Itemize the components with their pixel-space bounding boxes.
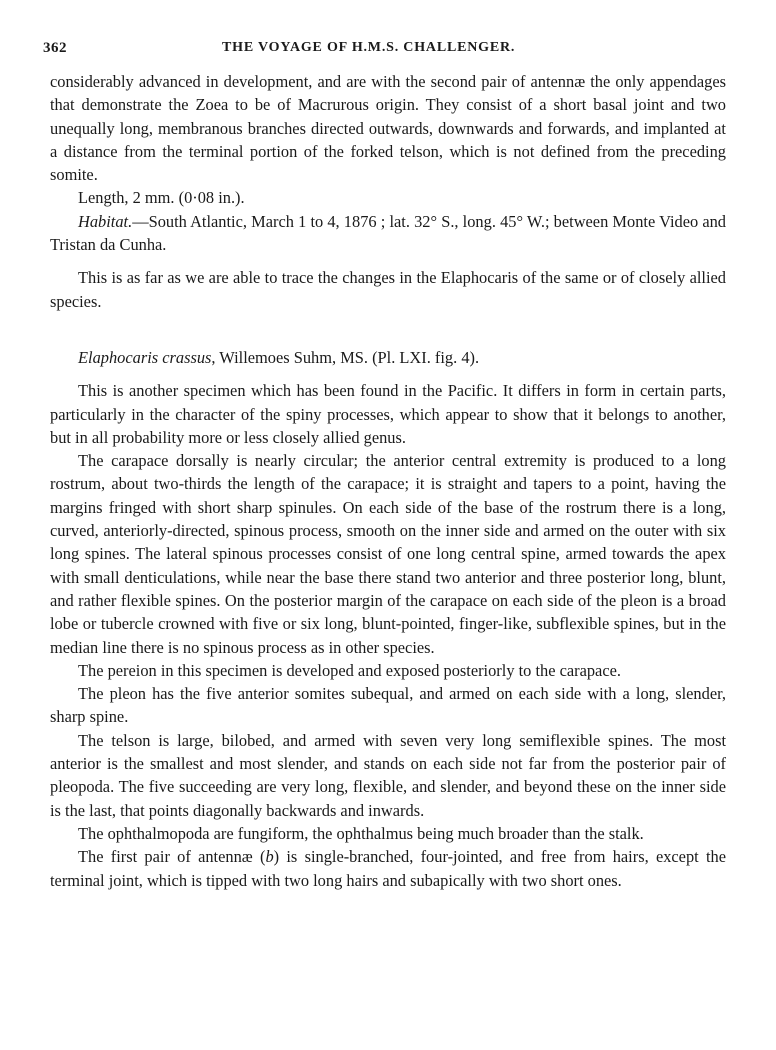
paragraph-pleon: The pleon has the five anterior somites subequal, and armed on each side with a long, slender, sharp spine. (50, 684, 726, 727)
antennae-text-end: ) is single-branched, four-jointed, and free from hairs, except the terminal joint, which is tipped with two long hairs and subapically with two short ones. (50, 847, 727, 890)
species-heading (50, 346, 726, 369)
paragraph-telson: The telson is large, bilobed, and armed with seven very long semiflexible spines. The most anterior is the smallest and most slender, and stands on each side not far from the posterior pair of pleopoda. The five succeeding are very long, flexible, and slender, and beyond these on the inner side is the last, that points diagonally backwards and inwards. (50, 730, 726, 820)
paragraph-pereion: The pereion in this specimen is developed and exposed posteriorly to the carapace. (78, 660, 621, 680)
figure-letter: b (265, 847, 274, 867)
paragraph-ophthalmopoda: The ophthalmopoda are fungiform, the ophthalmus being much broader than the stalk. (78, 823, 644, 843)
paragraph-trace: This is as far as we are able to trace the changes in the Elaphocaris of the same or of closely allied species. (50, 268, 726, 311)
paragraph-carapace: The carapace dorsally is nearly circular; the anterior central extremity is produced to a long rostrum, about two-thirds the length of the carapace; it is straight and tapers to a point, having the margins fringed with short sharp spinules. On each side of the base of the rostrum there is a long, curved, anteriorly-directed, spinous process, smooth on the inner side and armed on the outer with six long spines. The lateral spinous processes consist of one long central spine, armed towards the apex with small denticulations, while near the base there stand two anterior and three posterior long, blunt, and rather flexible spines. On the posterior margin of the carapace on each side of the pleon is a broad lobe or tubercle crowned with five or six long, blunt-pointed, finger-like, subflexible spines, but in the median line there is no spinous process as in other species. (50, 451, 726, 657)
paragraph-habitat (50, 210, 726, 257)
species-authority: , Willemoes Suhm, MS. (Pl. LXI. fig. 4). (211, 347, 480, 367)
species-name: Elaphocaris crassus (78, 347, 212, 367)
habitat-text: —South Atlantic, March 1 to 4, 1876 ; lat. 32° S., long. 45° W.; between Monte Video and Tristan da Cunha. (50, 211, 726, 255)
habitat-label: Habitat. (78, 211, 133, 231)
spacer (50, 256, 726, 266)
antennae-text-start: The first pair of antennæ ( (78, 847, 266, 867)
running-head (43, 40, 726, 70)
spacer (50, 369, 726, 379)
document-page (43, 40, 727, 892)
paragraph-length: Length, 2 mm. (0·08 in.). (78, 188, 245, 208)
paragraph-antennae (50, 845, 726, 892)
paragraph-specimen: This is another specimen which has been found in the Pacific. It differs in form in certain parts, particularly in the character of the spiny processes, which appear to show that it belongs to another, but in all probability more or less closely allied genus. (50, 381, 726, 447)
running-title: THE VOYAGE OF H.M.S. CHALLENGER. (222, 40, 516, 55)
body-text (50, 70, 726, 892)
paragraph-continued: considerably advanced in development, and are with the second pair of antennæ the only appendages that demonstrate the Zoea to be of Macrurous origin. They consist of a short basal joint and two unequally long, membranous branches directed outwards, downwards and forwards, and implanted at a distance from the terminal portion of the forked telson, which is not defined from the preceding somite. (50, 72, 726, 185)
spacer (50, 313, 726, 346)
page-number: 362 (43, 40, 67, 56)
